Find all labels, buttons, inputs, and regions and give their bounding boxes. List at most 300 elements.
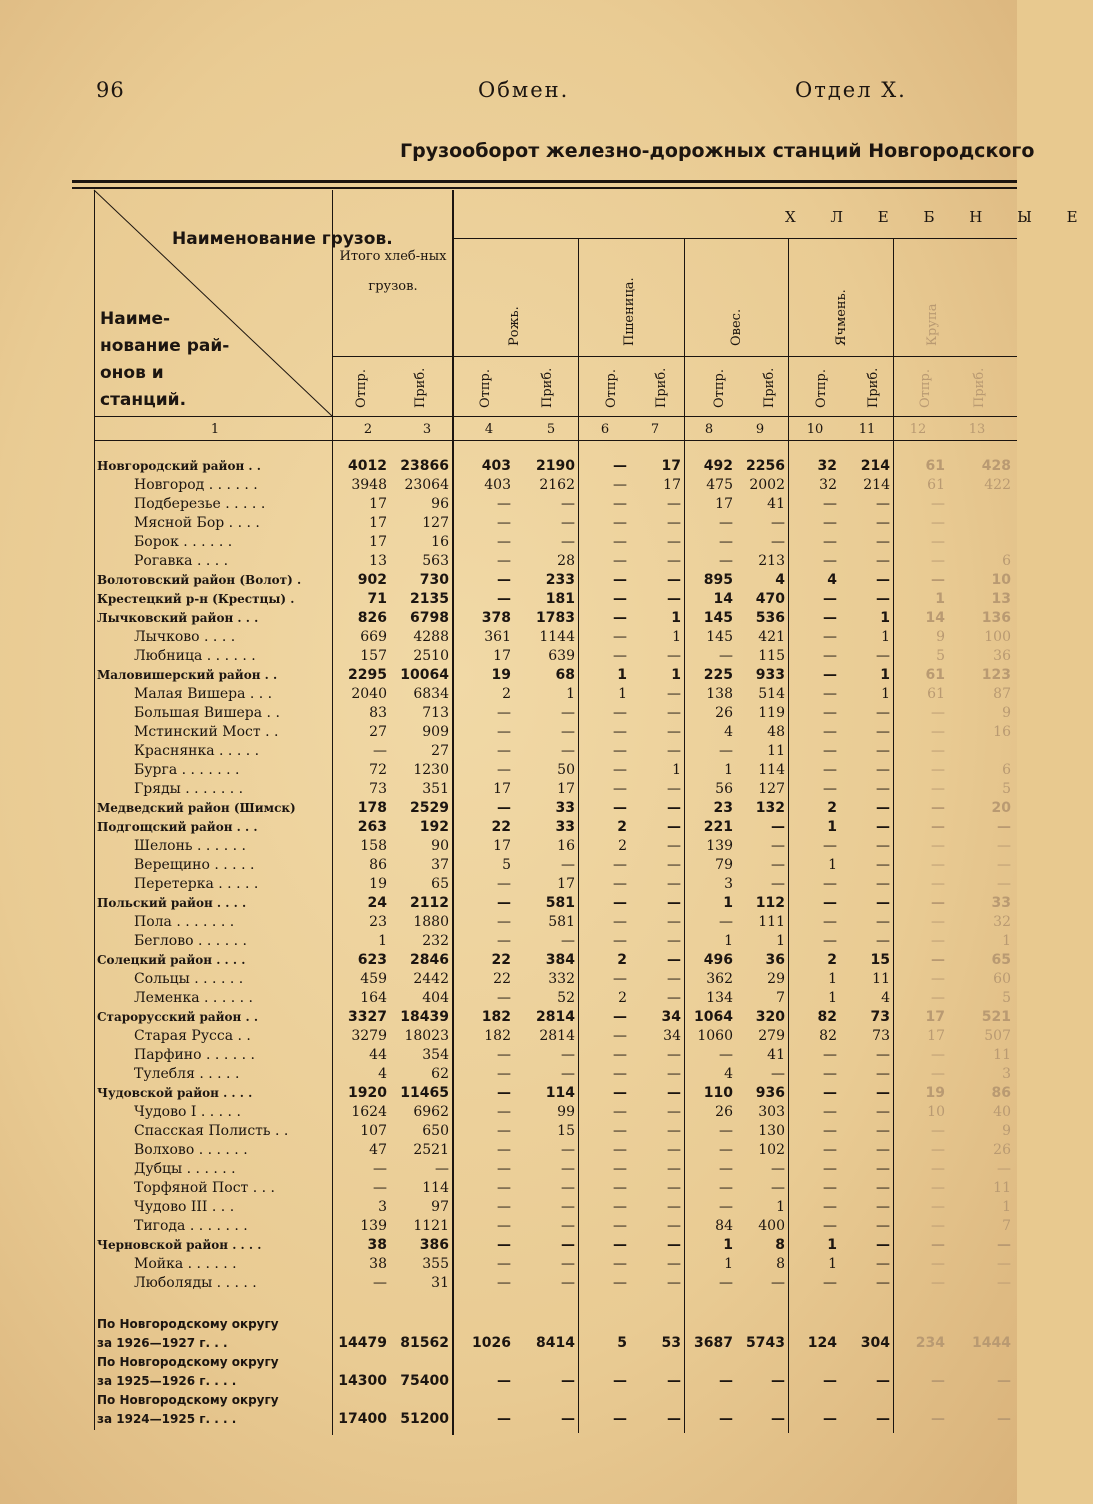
- cell-value: 470: [755, 590, 785, 607]
- cell-value: 13: [991, 590, 1011, 607]
- cell-value: —: [719, 533, 733, 550]
- cell-value: 2442: [413, 970, 449, 987]
- cell-value: —: [771, 1410, 785, 1427]
- cell-value: 40: [993, 1103, 1011, 1120]
- cell-value: 97: [431, 1198, 449, 1215]
- cell-value: 41: [767, 1046, 785, 1063]
- cell-value: —: [823, 875, 837, 892]
- cell-value: —: [613, 1179, 627, 1196]
- cell-value: 73: [369, 780, 387, 797]
- cell-value: —: [667, 1372, 681, 1389]
- empty-cell: [736, 1314, 788, 1333]
- cell-value: 6798: [410, 609, 449, 626]
- cell-value: —: [823, 514, 837, 531]
- cell-value: —: [719, 647, 733, 664]
- cell-value: 1: [827, 818, 837, 835]
- header-cargo-label: Наименование грузов.: [172, 229, 393, 249]
- cell-value: 2: [502, 685, 511, 702]
- cell-value: 27: [431, 742, 449, 759]
- cell-value: 31: [431, 1274, 449, 1291]
- cell-value: —: [876, 1084, 890, 1101]
- cell-value: —: [876, 571, 890, 588]
- cell-value: 82: [819, 1027, 837, 1044]
- cell-value: —: [613, 1198, 627, 1215]
- cell-value: 233: [545, 571, 575, 588]
- cell-value: 355: [422, 1255, 449, 1272]
- cell-value: —: [497, 1179, 511, 1196]
- cell-value: 18023: [404, 1027, 449, 1044]
- row-label: [94, 874, 332, 893]
- cell-value: —: [876, 780, 890, 797]
- cell-value: 123: [981, 666, 1011, 683]
- subheader-otpr: Отпр.: [478, 369, 493, 408]
- row-label: [94, 1409, 332, 1428]
- cell-value: —: [931, 932, 945, 949]
- cell-value: 1: [881, 685, 890, 702]
- cell-value: 48: [767, 723, 785, 740]
- header-district-label: Наиме-нование рай-онов и станций.: [100, 309, 230, 410]
- cell-value: —: [823, 1084, 837, 1101]
- district-row: [94, 456, 1014, 475]
- section-label: Отдел X.: [795, 78, 907, 102]
- row-label-text: Сольцы . . . . . .: [134, 970, 244, 987]
- row-label: [94, 817, 332, 836]
- cell-value: 1: [828, 1255, 837, 1272]
- cell-value: —: [771, 1274, 785, 1291]
- cell-value: 17400: [338, 1410, 387, 1427]
- cell-value: 521: [981, 1008, 1011, 1025]
- cell-value: —: [667, 647, 681, 664]
- cell-value: —: [667, 875, 681, 892]
- empty-cell: [684, 1314, 736, 1333]
- cell-value: —: [667, 571, 681, 588]
- cell-value: —: [823, 1122, 837, 1139]
- cell-value: 2521: [413, 1141, 449, 1158]
- cell-value: —: [931, 913, 945, 930]
- cell-value: 130: [758, 1122, 785, 1139]
- cell-value: —: [719, 552, 733, 569]
- cell-value: 65: [431, 875, 449, 892]
- cell-value: —: [613, 1274, 627, 1291]
- cell-value: —: [497, 533, 511, 550]
- cell-value: 10: [991, 571, 1011, 588]
- cell-value: 1: [724, 761, 733, 778]
- cell-value: 400: [758, 1217, 785, 1234]
- cell-value: 1: [776, 932, 785, 949]
- cell-value: 1444: [972, 1334, 1011, 1351]
- cell-value: 475: [706, 476, 733, 493]
- cell-value: —: [876, 1198, 890, 1215]
- cell-value: 15: [870, 951, 890, 968]
- cell-value: —: [613, 856, 627, 873]
- station-row: [94, 760, 1014, 779]
- cell-value: —: [497, 1084, 511, 1101]
- cell-value: —: [435, 1160, 449, 1177]
- data-table: [94, 456, 1014, 1428]
- cell-value: 17: [493, 647, 511, 664]
- cell-value: 72: [369, 761, 387, 778]
- cell-value: 182: [481, 1008, 511, 1025]
- cell-value: —: [771, 514, 785, 531]
- cell-value: 1: [828, 970, 837, 987]
- row-label: [94, 684, 332, 703]
- cell-value: —: [823, 704, 837, 721]
- row-label-text: Лычковский район . . .: [97, 610, 259, 625]
- row-label-text: Краснянка . . . . .: [134, 742, 260, 759]
- row-label-text: Волхово . . . . . .: [134, 1141, 248, 1158]
- row-label: [94, 1045, 332, 1064]
- cell-value: —: [561, 1198, 575, 1215]
- cell-value: —: [719, 1179, 733, 1196]
- cell-value: 3: [378, 1198, 387, 1215]
- cell-value: 23: [369, 913, 387, 930]
- cell-value: 9: [1002, 704, 1011, 721]
- cell-value: 19: [369, 875, 387, 892]
- cell-value: —: [876, 1065, 890, 1082]
- row-label-text: Перетерка . . . . .: [134, 875, 259, 892]
- column-number: 6: [600, 422, 610, 437]
- cell-value: 496: [703, 951, 733, 968]
- cell-value: —: [613, 894, 627, 911]
- cell-value: —: [667, 704, 681, 721]
- cell-value: 86: [369, 856, 387, 873]
- cell-value: 2: [618, 837, 627, 854]
- cell-value: —: [931, 1198, 945, 1215]
- cell-value: 1624: [351, 1103, 387, 1120]
- row-label: [94, 1083, 332, 1102]
- cell-value: 61: [925, 666, 945, 683]
- cell-value: 1: [618, 685, 627, 702]
- cell-value: 730: [419, 571, 449, 588]
- cell-value: 2814: [539, 1027, 575, 1044]
- cell-value: 234: [915, 1334, 945, 1351]
- district-row: [94, 570, 1014, 589]
- row-label-text: Польский район . . . .: [97, 895, 247, 910]
- cell-value: 60: [993, 970, 1011, 987]
- cell-value: —: [719, 742, 733, 759]
- cell-value: 110: [703, 1084, 733, 1101]
- cell-value: —: [997, 875, 1011, 892]
- cell-value: —: [931, 1141, 945, 1158]
- cell-value: 26: [715, 1103, 733, 1120]
- cell-value: 62: [431, 1065, 449, 1082]
- row-label-text: Медведский район (Шимск): [97, 800, 296, 815]
- cell-value: 17: [369, 533, 387, 550]
- station-row: [94, 1140, 1014, 1159]
- row-label-text: Старорусский район . .: [97, 1009, 259, 1024]
- cell-value: —: [931, 1160, 945, 1177]
- cell-value: 34: [663, 1027, 681, 1044]
- cell-value: 5: [502, 856, 511, 873]
- empty-cell: [840, 1352, 893, 1371]
- cell-value: —: [823, 742, 837, 759]
- cell-value: 2529: [410, 799, 449, 816]
- row-label: [94, 551, 332, 570]
- cell-value: 86: [991, 1084, 1011, 1101]
- cell-value: 5743: [746, 1334, 785, 1351]
- cell-value: 114: [758, 761, 785, 778]
- cell-value: —: [876, 742, 890, 759]
- cell-value: 362: [706, 970, 733, 987]
- cell-value: —: [613, 1160, 627, 1177]
- cell-value: [948, 513, 1014, 532]
- cell-value: 182: [484, 1027, 511, 1044]
- row-label: [94, 741, 332, 760]
- cell-value: —: [667, 742, 681, 759]
- row-label: [94, 1273, 332, 1292]
- cell-value: —: [823, 932, 837, 949]
- cell-value: —: [876, 590, 890, 607]
- row-label: [94, 1197, 332, 1216]
- cell-value: —: [876, 1160, 890, 1177]
- row-label-text: Люболяды . . . . .: [134, 1274, 257, 1291]
- cell-value: —: [613, 761, 627, 778]
- cell-value: —: [771, 1372, 785, 1389]
- column-number: 4: [484, 422, 494, 437]
- cell-value: —: [931, 514, 945, 531]
- cell-value: —: [823, 1372, 837, 1389]
- cell-value: —: [931, 1065, 945, 1082]
- cell-value: 139: [360, 1217, 387, 1234]
- station-row: [94, 1102, 1014, 1121]
- cell-value: 158: [360, 837, 387, 854]
- cell-value: 33: [555, 799, 575, 816]
- cell-value: 14479: [338, 1334, 387, 1351]
- cell-value: 2846: [410, 951, 449, 968]
- cell-value: 19: [925, 1084, 945, 1101]
- cell-value: 37: [431, 856, 449, 873]
- subheader-otpr: Отпр.: [918, 369, 933, 408]
- district-row: [94, 608, 1014, 627]
- cell-value: —: [931, 704, 945, 721]
- cell-value: 3279: [351, 1027, 387, 1044]
- cell-value: —: [667, 932, 681, 949]
- row-label: [94, 1007, 332, 1026]
- cell-value: —: [823, 1410, 837, 1427]
- cell-value: —: [771, 818, 785, 835]
- cell-value: —: [823, 609, 837, 626]
- total-row-label: [94, 1314, 1014, 1333]
- cell-value: 304: [860, 1334, 890, 1351]
- cell-value: 320: [755, 1008, 785, 1025]
- cell-value: —: [497, 1274, 511, 1291]
- cell-value: 4012: [348, 457, 387, 474]
- cell-value: 9: [936, 628, 945, 645]
- cell-value: —: [719, 1274, 733, 1291]
- cell-value: 422: [984, 476, 1011, 493]
- cell-value: 33: [991, 894, 1011, 911]
- station-row: [94, 1197, 1014, 1216]
- cell-value: —: [823, 1046, 837, 1063]
- cell-value: 403: [484, 476, 511, 493]
- cell-value: —: [497, 1065, 511, 1082]
- station-row: [94, 627, 1014, 646]
- row-label-text: Черновской район . . . .: [97, 1237, 262, 1252]
- cell-value: 536: [755, 609, 785, 626]
- column-number: 2: [363, 422, 373, 437]
- cell-value: —: [931, 1372, 945, 1389]
- cell-value: —: [823, 780, 837, 797]
- cell-value: 181: [545, 590, 575, 607]
- cell-value: —: [613, 1236, 627, 1253]
- cell-value: —: [613, 647, 627, 664]
- row-label-text: Дубцы . . . . . .: [134, 1160, 236, 1177]
- cell-value: —: [497, 1198, 511, 1215]
- header-rye: Рожь.: [507, 306, 522, 346]
- cell-value: —: [497, 932, 511, 949]
- header-hleb-line: [452, 238, 1017, 239]
- station-row: [94, 1178, 1014, 1197]
- cell-value: —: [497, 1372, 511, 1389]
- cell-value: —: [667, 989, 681, 1006]
- cell-value: 79: [715, 856, 733, 873]
- cell-value: —: [823, 666, 837, 683]
- cell-value: 178: [357, 799, 387, 816]
- cell-value: 459: [360, 970, 387, 987]
- cell-value: 1880: [413, 913, 449, 930]
- cell-value: 507: [984, 1027, 1011, 1044]
- empty-cell: [736, 1352, 788, 1371]
- empty-cell: [630, 1314, 684, 1333]
- cell-value: —: [561, 1065, 575, 1082]
- cell-value: —: [997, 1255, 1011, 1272]
- row-label-text: Верещино . . . . .: [134, 856, 255, 873]
- cell-value: 6: [1002, 761, 1011, 778]
- row-label-text: Спасская Полисть . .: [134, 1122, 289, 1139]
- cell-value: 1064: [694, 1008, 733, 1025]
- cell-value: 28: [557, 552, 575, 569]
- cell-value: 32: [819, 476, 837, 493]
- row-label: [94, 1159, 332, 1178]
- cell-value: 32: [817, 457, 837, 474]
- cell-value: 1: [671, 666, 681, 683]
- cell-value: 50: [557, 761, 575, 778]
- cell-value: —: [823, 1065, 837, 1082]
- cell-value: 29: [767, 970, 785, 987]
- total-row-label: [94, 1390, 1014, 1409]
- cell-value: 119: [758, 704, 785, 721]
- cell-value: 6962: [413, 1103, 449, 1120]
- empty-cell: [630, 1352, 684, 1371]
- cell-value: 10: [927, 1103, 945, 1120]
- cell-value: 2: [617, 818, 627, 835]
- row-label-text: Подберезье . . . . .: [134, 495, 266, 512]
- cell-value: —: [497, 723, 511, 740]
- cell-value: —: [823, 894, 837, 911]
- station-row: [94, 532, 1014, 551]
- cell-value: —: [667, 1141, 681, 1158]
- cell-value: —: [497, 1410, 511, 1427]
- cell-value: —: [497, 1255, 511, 1272]
- cell-value: 11: [767, 742, 785, 759]
- cell-value: —: [931, 571, 945, 588]
- station-row: [94, 1254, 1014, 1273]
- cell-value: 213: [758, 552, 785, 569]
- cell-value: 581: [548, 913, 575, 930]
- cell-value: —: [667, 1065, 681, 1082]
- cell-value: —: [667, 1084, 681, 1101]
- cell-value: —: [719, 514, 733, 531]
- cell-value: —: [613, 1103, 627, 1120]
- cell-value: —: [876, 533, 890, 550]
- cell-value: 404: [422, 989, 449, 1006]
- empty-cell: [788, 1352, 840, 1371]
- cell-value: 6834: [413, 685, 449, 702]
- cell-value: 1026: [472, 1334, 511, 1351]
- cell-value: 83: [369, 704, 387, 721]
- cell-value: 492: [703, 457, 733, 474]
- row-label-text: Новгород . . . . . .: [134, 476, 258, 493]
- cell-value: —: [561, 932, 575, 949]
- empty-cell: [332, 1390, 390, 1409]
- cell-value: —: [561, 742, 575, 759]
- station-row: [94, 684, 1014, 703]
- cell-value: —: [931, 1410, 945, 1427]
- cell-value: 136: [981, 609, 1011, 626]
- cell-value: 1144: [539, 628, 575, 645]
- cell-value: 75400: [400, 1372, 449, 1389]
- header-wheat: Пшеница.: [622, 277, 637, 346]
- cell-value: —: [876, 495, 890, 512]
- row-label-text: Борок . . . . . .: [134, 533, 233, 550]
- cell-value: 1121: [413, 1217, 449, 1234]
- cell-value: 15: [557, 1122, 575, 1139]
- cell-value: —: [823, 913, 837, 930]
- total-row: [94, 1409, 1014, 1428]
- cell-value: —: [719, 1198, 733, 1215]
- cell-value: 26: [715, 704, 733, 721]
- cell-value: 303: [758, 1103, 785, 1120]
- cell-value: —: [997, 1372, 1011, 1389]
- cell-value: —: [931, 875, 945, 892]
- empty-cell: [684, 1352, 736, 1371]
- cell-value: —: [613, 1065, 627, 1082]
- cell-value: 1: [828, 856, 837, 873]
- cell-value: 38: [369, 1255, 387, 1272]
- cell-value: —: [373, 1160, 387, 1177]
- cell-value: —: [497, 761, 511, 778]
- column-number: 8: [704, 422, 714, 437]
- subheader-otpr: Отпр.: [712, 369, 727, 408]
- cell-value: 56: [715, 780, 733, 797]
- cell-value: —: [931, 742, 945, 759]
- row-label-text: Волотовский район (Волот) .: [97, 572, 302, 587]
- cell-value: —: [876, 1255, 890, 1272]
- column-number: 11: [858, 422, 876, 437]
- cell-value: —: [771, 856, 785, 873]
- station-row: [94, 1159, 1014, 1178]
- cell-value: —: [667, 533, 681, 550]
- cell-value: —: [667, 685, 681, 702]
- cell-value: 17: [925, 1008, 945, 1025]
- cell-value: 19: [491, 666, 511, 683]
- row-label-text: Подгощский район . . .: [97, 819, 258, 834]
- cell-value: —: [931, 1122, 945, 1139]
- station-row: [94, 703, 1014, 722]
- cell-value: —: [771, 837, 785, 854]
- empty-cell: [788, 1314, 840, 1333]
- cell-value: 73: [870, 1008, 890, 1025]
- station-row: [94, 475, 1014, 494]
- cell-value: 1: [378, 932, 387, 949]
- cell-value: 214: [863, 476, 890, 493]
- subheader-otpr: Отпр.: [354, 369, 369, 408]
- cell-value: 225: [703, 666, 733, 683]
- cell-value: —: [823, 590, 837, 607]
- cell-value: —: [667, 837, 681, 854]
- row-label-text: Новгородский район . .: [97, 458, 261, 473]
- cell-value: —: [667, 590, 681, 607]
